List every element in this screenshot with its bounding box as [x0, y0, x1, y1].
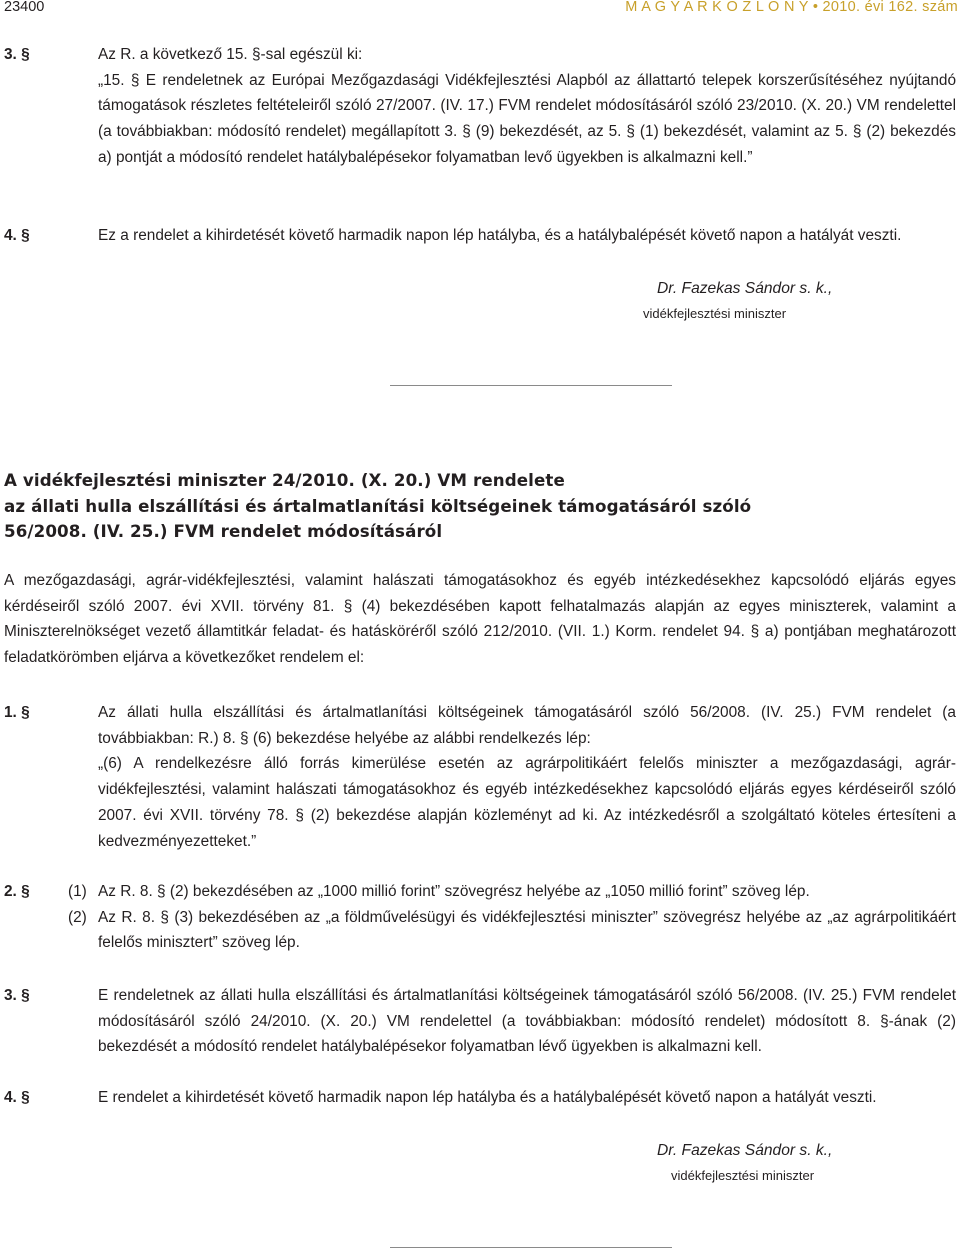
signer-name: Dr. Fazekas Sándor s. k., [657, 1142, 833, 1159]
s1-paragraph-3 [4, 42, 956, 171]
s2-para3-text: E rendeletnek az állati hulla elszállítási és ártalmatlanítási költségeinek támogatásáról szóló 56/2008. (IV. 25.) FVM rendelet módosításáról szóló 24/2010. (X. 20.) VM rendelettel (a továbbiakban: módosító rendelet) módosított 8. §-ának (2) bekezdését a módosító rendelet hatálybalépésekor folyamatban lévő ügyekben is alkalmazni kell. [98, 987, 956, 1056]
page-number: 23400 [4, 0, 45, 15]
journal-title: M A G Y A R K Ö Z L Ö N Y • 2010. évi 162. szám [625, 0, 958, 15]
s1-para4-text: Ez a rendelet a kihirdetését követő harmadik napon lép hatályba, és a hatálybalépését követő napon a hatályát veszti. [98, 227, 902, 244]
s2-para2-sub2-label: (2) [68, 908, 87, 926]
signer-role: vidékfejlesztési miniszter [643, 305, 787, 321]
decree-title [4, 468, 956, 545]
decree-preamble: A mezőgazdasági, agrár-vidékfejlesztési, valamint halászati támogatásokhoz és egyéb intézkedésekhez kapcsolódó eljárás egyes kérdéseiről szóló 2007. évi XVII. törvény 81. § (4) bekezdésében kapott felhatalmazás alapján az egyes miniszterek, valamint a Miniszterelnökséget vezető államtitkár feladat- és hatásköréről szóló 212/2010. (VII. 1.) Korm. rendelet 94. § a) pontjában meghatározott feladatkörömben eljárva a következőket rendelem el: [4, 572, 956, 667]
signer-name: Dr. Fazekas Sándor s. k., [657, 280, 833, 297]
decree-title-line-3: 56/2008. (IV. 25.) FVM rendelet módosításáról [4, 521, 443, 541]
s1-para3-text: Az R. a következő 15. §-sal egészül ki: [98, 46, 363, 63]
s2-para2-sub1-text: Az R. 8. § (2) bekezdésében az „1000 millió forint” szövegrész helyébe az „1050 millió forint” szöveg lép. [98, 883, 810, 900]
s1-paragraph-4 [4, 223, 956, 249]
s1-para4-number: 4. § [4, 227, 30, 244]
s2-para3-number: 3. § [4, 987, 30, 1004]
s2-para2-number: 2. § [4, 883, 30, 900]
s1-para3-number: 3. § [4, 46, 30, 63]
s2-paragraph-1 [4, 700, 956, 854]
s2-para2-sub2-text: Az R. 8. § (3) bekezdésében az „a földművelésügyi és vidékfejlesztési miniszter” szövegrész helyébe az „az agrárpolitikáért felelős minisztert” szöveg lép. [98, 908, 956, 952]
signer-role: vidékfejlesztési miniszter [671, 1167, 815, 1183]
s2-paragraph-2 [4, 879, 956, 956]
page-header [4, 0, 958, 17]
s2-paragraph-4 [4, 1085, 956, 1111]
s1-signature [643, 276, 833, 324]
s2-para1-text: Az állati hulla elszállítási és ártalmatlanítási költségeinek támogatásáról szóló 56/2008. (IV. 25.) FVM rendelet (a továbbiakban: R.) 8. § (6) bekezdése helyébe az alábbi rendelkezés lép: [98, 704, 956, 747]
s2-para1-quote: „(6) A rendelkezésre álló forrás kimerülése esetén az agrárpolitikáért felelős miniszter a mezőgazdasági, agrár-vidékfejlesztési, valamint halászati támogatásokhoz és egyéb intézkedésekhez kapcsolódó eljárás egyes kérdéseiről szóló 2007. évi XVII. törvény 78. § (2) bekezdése alapján közleményt ad ki. Az intézkedésről a szolgáltató köteles értesíteni a kedvezményezetteket.” [98, 755, 956, 850]
decree-title-line-1: A vidékfejlesztési miniszter 24/2010. (X. 20.) VM rendelete [4, 470, 565, 490]
decree-title-line-2: az állati hulla elszállítási és ártalmatlanítási költségeinek támogatásáról szóló [4, 495, 752, 516]
s2-para2-sub1-label: (1) [68, 883, 87, 900]
bottom-separator-rule [390, 1247, 672, 1248]
s2-signature [657, 1138, 832, 1186]
s2-para4-text: E rendelet a kihirdetését követő harmadik napon lép hatályba és a hatálybalépését követő napon a hatályát veszti. [98, 1089, 877, 1106]
s2-para1-number: 1. § [4, 704, 30, 721]
s2-para4-number: 4. § [4, 1089, 30, 1106]
s2-paragraph-3 [4, 983, 956, 1060]
s1-amending-quote: „15. § E rendeletnek az Európai Mezőgazdasági Vidékfejlesztési Alapból az állattartó telepek korszerűsítéséhez nyújtandó támogatások részletes feltételeiről szóló 27/2007. (IV. 17.) FVM rendelet módosításáról szóló 23/2010. (X. 20.) VM rendelettel (a továbbiakban: módosító rendelet) megállapított 3. § (9) bekezdését, az 5. § (1) bekezdését, valamint az 5. § (2) bekezdés a) pontját a módosító rendelet hatálybalépésekor folyamatban levő ügyekben is alkalmazni kell.” [98, 71, 956, 166]
separator-rule [390, 385, 672, 386]
